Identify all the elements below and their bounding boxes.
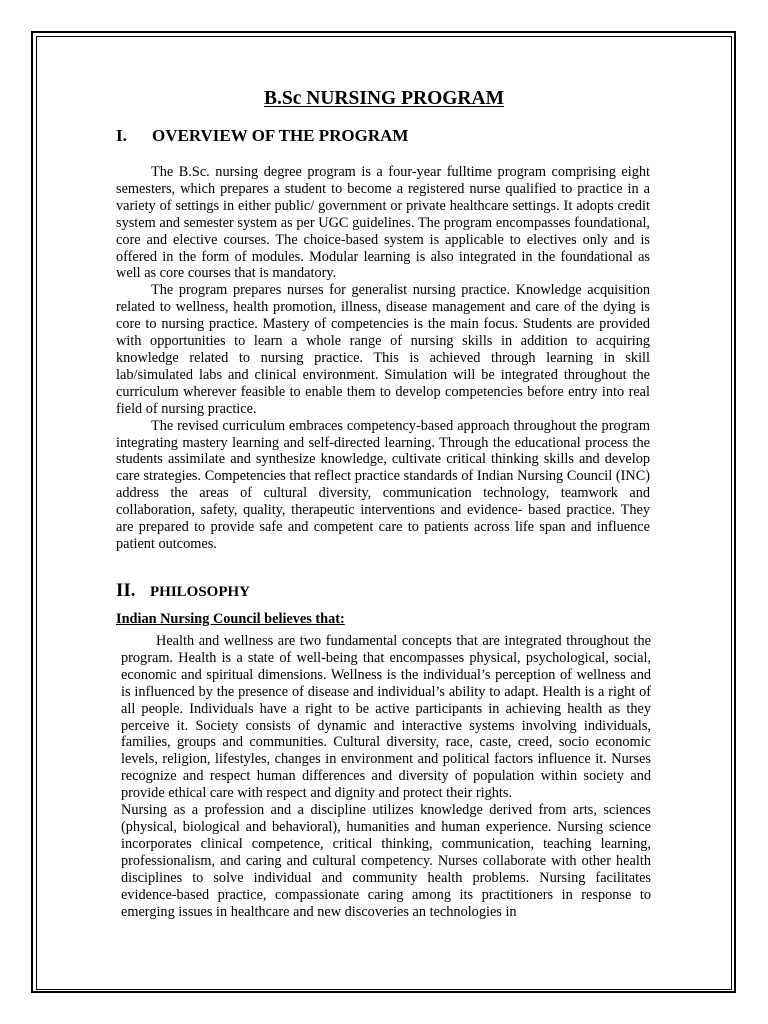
philosophy-subheading: Indian Nursing Council believes that: [116, 611, 345, 627]
section-title: PHILOSOPHY [150, 584, 251, 600]
section-title: OVERVIEW OF THE PROGRAM [152, 126, 409, 145]
section-heading-overview [116, 125, 408, 147]
section-number: I. [116, 126, 127, 145]
paragraph: Health and wellness are two fundamental concepts that are integrated throughout the program. Health is a state of well-being that encompasses physical, psychological, social, economic and spiritual dimensions. Wellness is the individual’s perception of wellness and is influenced by the presence of disease and individual’s ability to adapt. Health is a right of all people. Individuals have a right to be active participants in achieving health as they perceive it. Society consists of dynamic and interactive systems involving individuals, families, groups and communities. Cultural diversity, race, caste, creed, socio economic levels, religion, lifestyles, changes in environment and political factors influence it. Nurses recognize and respect human differences and diversity of population within society and provide ethical care with respect and dignity and protect their rights. [121, 633, 651, 802]
paragraph: The program prepares nurses for generalist nursing practice. Knowledge acquisition related to wellness, health promotion, illness, disease management and care of the dying is core to nursing practice. Mastery of competencies is the main focus. Students are provided with opportunities to learn a whole range of nursing skills in addition to acquiring knowledge related to nursing practice. This is achieved through learning in skill lab/simulated labs and clinical environment. Simulation will be integrated throughout the curriculum wherever feasible to enable them to develop competencies before entry into real field of nursing practice. [116, 282, 650, 417]
page-title: B.Sc NURSING PROGRAM [264, 88, 504, 109]
section-heading-philosophy [116, 580, 250, 603]
paragraph: The B.Sc. nursing degree program is a four-year fulltime program comprising eight semesters, which prepares a student to become a registered nurse qualified to practice in a variety of settings in either public/ government or private healthcare settings. It adopts credit system and semester system as per UGC guidelines. The program encompasses foundational, core and elective courses. The choice-based system is applicable to electives only and is offered in the form of modules. Modular learning is also integrated in the foundational as well as core courses that is mandatory. [116, 164, 650, 282]
overview-body [116, 164, 650, 553]
paragraph: The revised curriculum embraces competency-based approach throughout the program integrating mastery learning and self-directed learning. Through the educational process the students assimilate and synthesize knowledge, cultivate critical thinking skills and develop care strategies. Competencies that reflect practice standards of Indian Nursing Council (INC) address the areas of cultural diversity, communication technology, teamwork and collaboration, safety, quality, therapeutic interventions and evidence- based practice. They are prepared to provide safe and competent care to patients across life span and influence patient outcomes. [116, 417, 650, 552]
philosophy-body [121, 633, 651, 920]
section-number: II. [116, 580, 136, 601]
paragraph: Nursing as a profession and a discipline utilizes knowledge derived from arts, sciences (physical, biological and behavioral), humanities and human experience. Nursing science incorporates clinical competence, critical thinking, communication, teaching learning, professionalism, and caring and cultural competency. Nurses collaborate with other health disciplines to solve individual and community health problems. Nursing facilitates evidence-based practice, compassionate caring among its practitioners in response to emerging issues in healthcare and new discoveries an technologies in [121, 802, 651, 920]
